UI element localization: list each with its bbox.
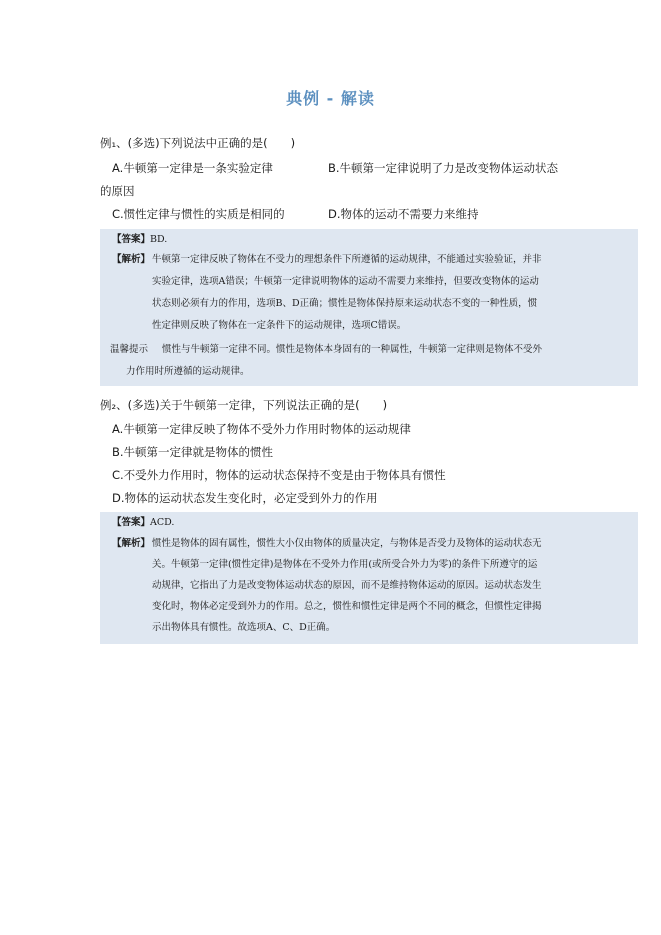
example1-option-c: C.惯性定律与惯性的实质是相同的: [112, 207, 285, 221]
tip-label: 温馨提示: [110, 344, 149, 355]
example1-stem: 例₁、(多选)下列说法中正确的是( ): [100, 136, 296, 150]
analysis-label: 【解析】: [112, 538, 151, 549]
example1-answer: [112, 233, 167, 247]
tip-line: 惯性与牛顿第一定律不同。惯性是物体本身固有的一种属性，牛顿第一定律则是物体不受外: [162, 344, 543, 355]
example2-option-a: A.牛顿第一定律反映了物体不受外力作用时物体的运动规律: [112, 422, 411, 436]
example2-answer: [112, 516, 174, 530]
example1-option-b: B.牛顿第一定律说明了力是改变物体运动状态: [328, 161, 559, 175]
analysis-line: 实验定律，选项A错误；牛顿第一定律说明物体的运动不需要力来维持，但要改变物体的运动: [152, 276, 539, 287]
example1-option-a: A.牛顿第一定律是一条实验定律: [112, 161, 273, 175]
page-title: 典例 - 解读: [286, 89, 375, 108]
analysis-line: 变化时，物体必定受到外力的作用。总之，惯性和惯性定律是两个不同的概念，但惯性定律揭: [152, 601, 542, 612]
answer-label: 【答案】: [112, 517, 151, 528]
example2-solution-box: [100, 512, 638, 644]
example2-option-c: C.不受外力作用时，物体的运动状态保持不变是由于物体具有惯性: [112, 468, 446, 482]
example1-option-d: D.物体的运动不需要力来维持: [328, 207, 479, 221]
example2-stem: 例₂、(多选)关于牛顿第一定律，下列说法正确的是( ): [100, 398, 388, 412]
analysis-label: 【解析】: [112, 254, 151, 265]
analysis-line: 状态则必须有力的作用，选项B、D正确；惯性是物体保持原来运动状态不变的一种性质，惯: [152, 298, 538, 309]
analysis-line: 动规律，它指出了力是改变物体运动状态的原因，而不是维持物体运动的原因。运动状态发生: [152, 580, 542, 591]
example2-option-b: B.牛顿第一定律就是物体的惯性: [112, 445, 274, 459]
example1-solution-box: [100, 229, 638, 386]
analysis-line: 牛顿第一定律反映了物体在不受力的理想条件下所遵循的运动规律，不能通过实验验证，并非: [152, 254, 542, 265]
answer-value: BD.: [150, 234, 168, 245]
answer-label: 【答案】: [112, 234, 151, 245]
example1-option-b-continued: 的原因: [100, 184, 135, 198]
analysis-line: 示出物体具有惯性。故选项A、C、D正确。: [152, 622, 336, 633]
analysis-line: 性定律则反映了物体在一定条件下的运动规律，选项C错误。: [152, 320, 407, 331]
answer-value: ACD.: [150, 517, 175, 528]
analysis-line: 惯性是物体的固有属性，惯性大小仅由物体的质量决定，与物体是否受力及物体的运动状态无: [152, 538, 542, 549]
example2-option-d: D.物体的运动状态发生变化时，必定受到外力的作用: [112, 491, 378, 505]
tip-line: 力作用时所遵循的运动规律。: [126, 366, 250, 377]
analysis-line: 关。牛顿第一定律(惯性定律)是物体在不受外力作用(或所受合外力为零)的条件下所遵守的运: [152, 559, 538, 570]
